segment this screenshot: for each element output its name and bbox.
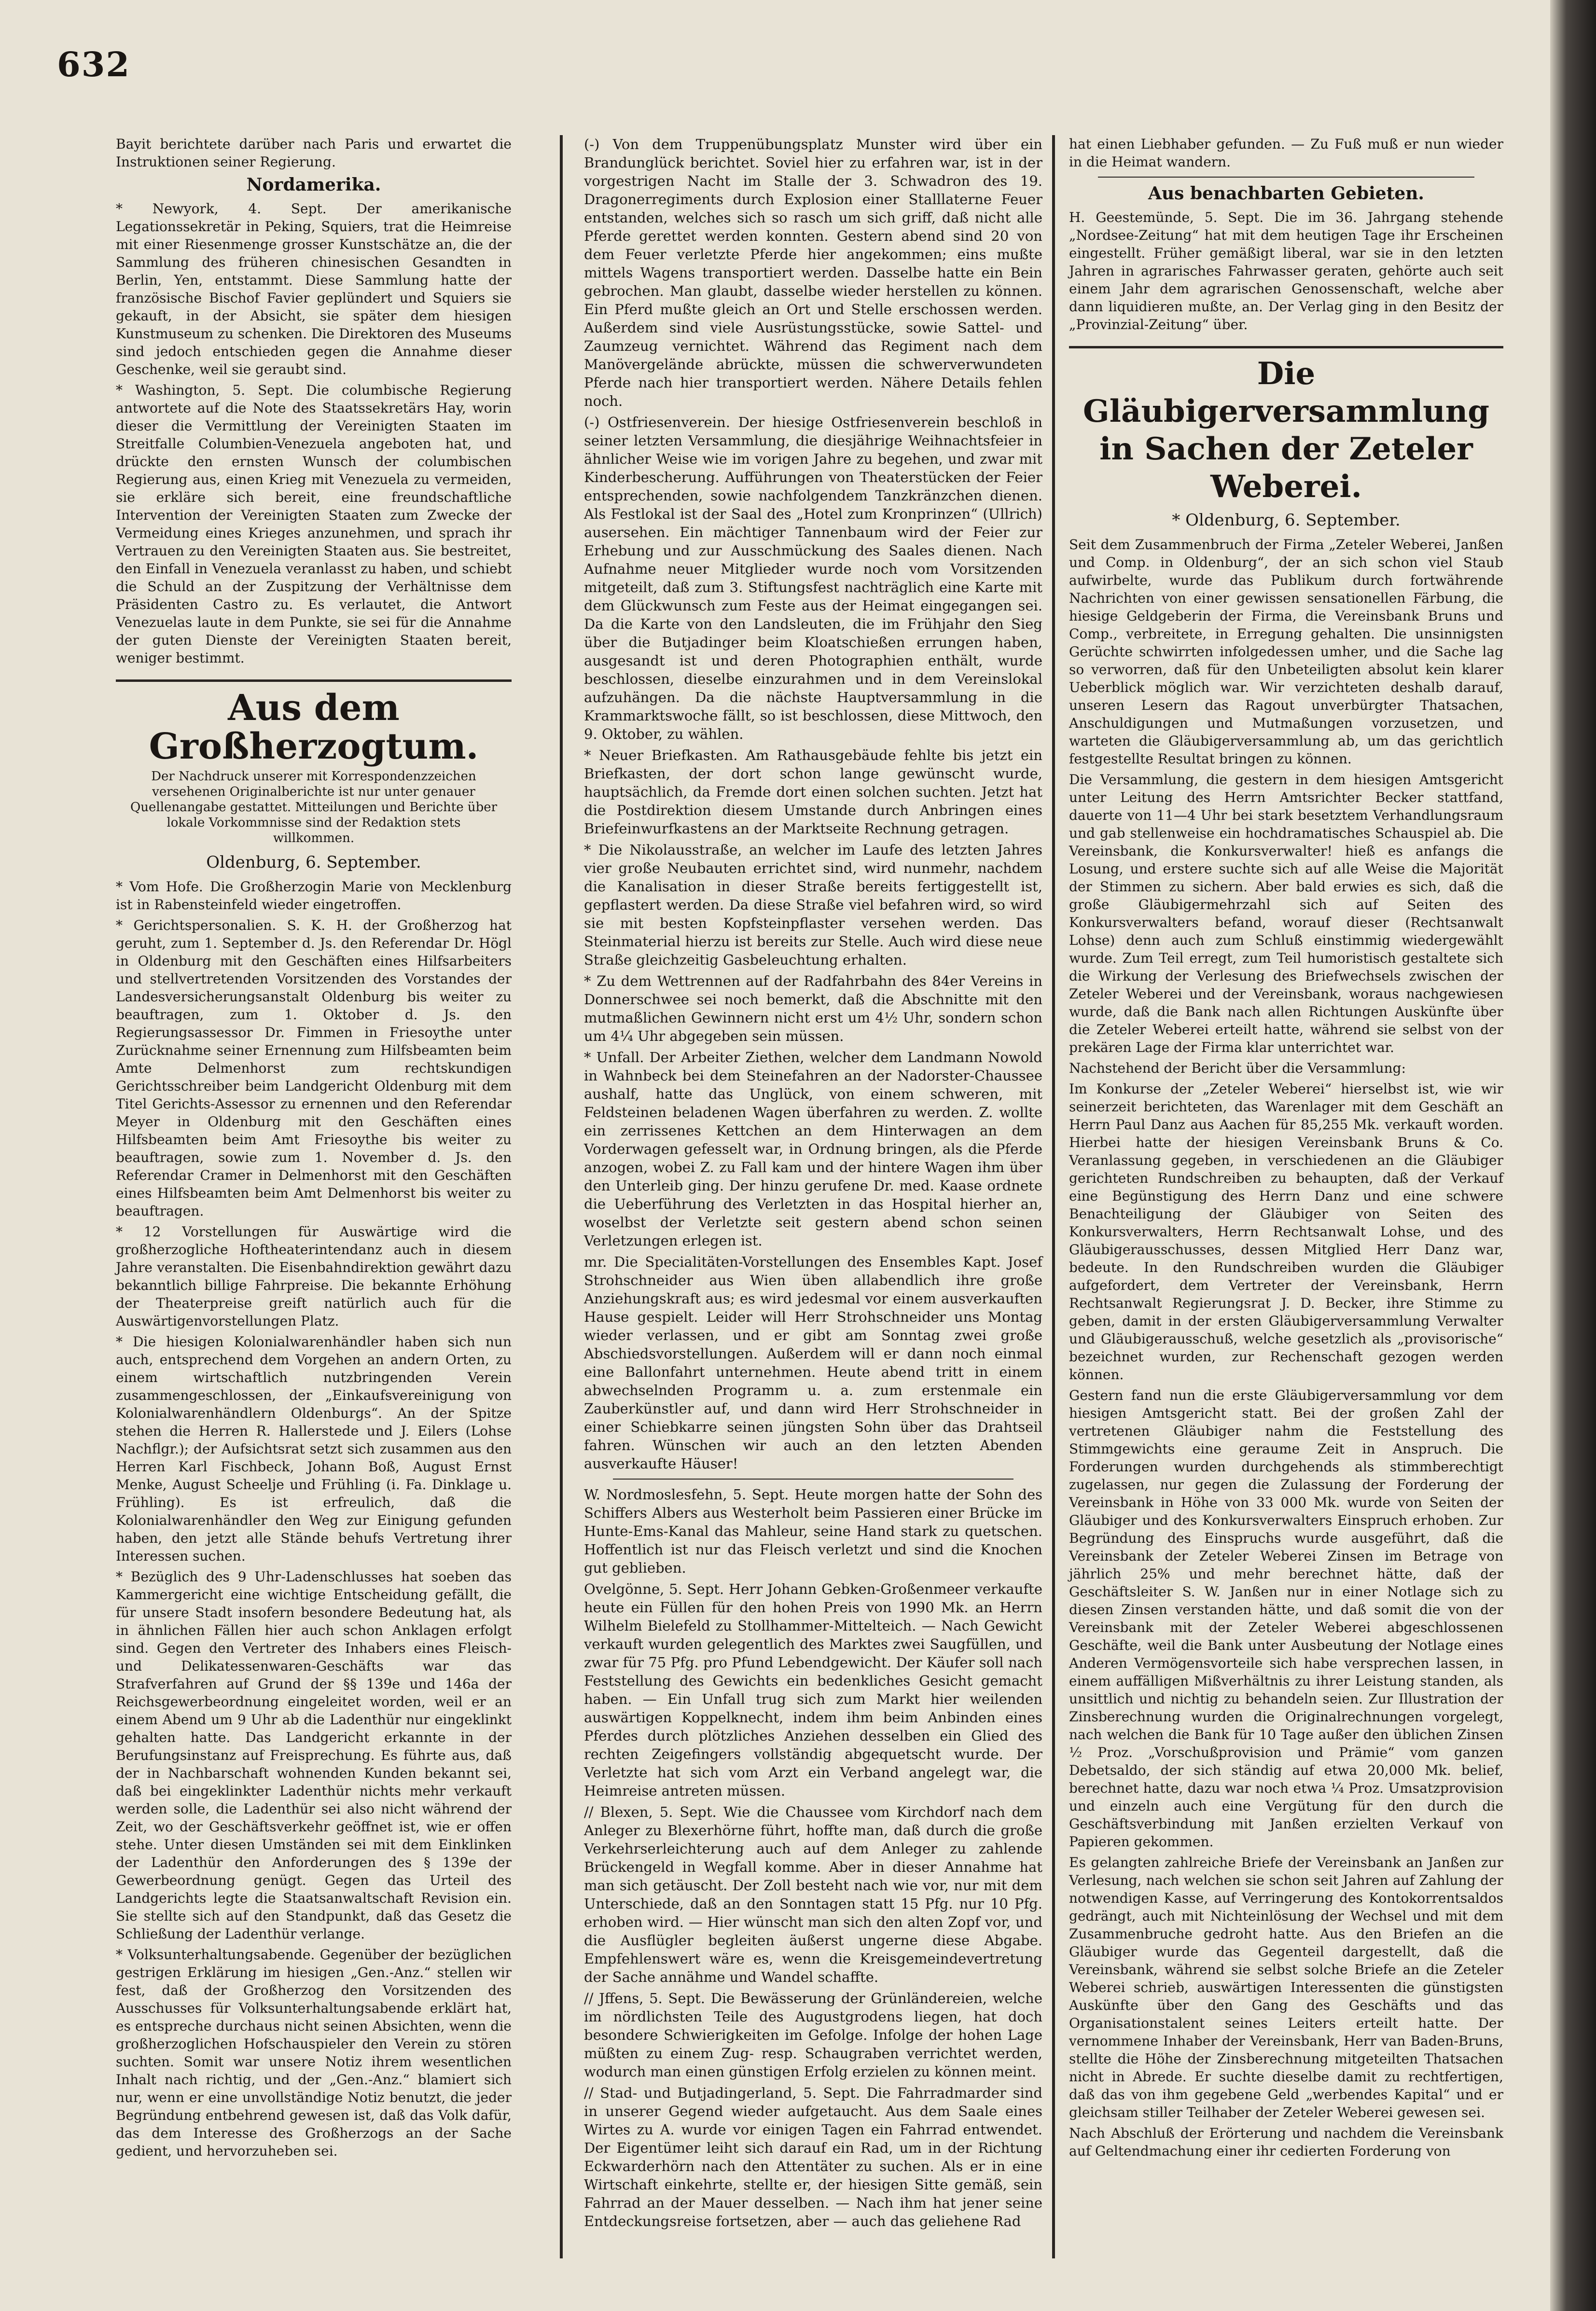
article-hofe: * Vom Hofe. Die Großherzogin Marie von Mecklenburg ist in Rabensteinfeld wieder eingetroffen. <box>116 879 512 913</box>
article-ovelgoenne: Ovelgönne, 5. Sept. Herr Johann Gebken-Großenmeer verkaufte heute ein Füllen für den hohen Preis von 1990 Mk. an Herrn Wilhelm Bielefeld zu Stollhammer-Mittelteich. — Nach Gewicht verkauft wurden gelegentlich des Marktes zwei Saugfüllen, und zwar für 75 Pfg. pro Pfund Lebendgewicht. Der Käufer soll nach Feststellung des Gewichts ein bedenkliches Gesicht gemacht haben. — Ein Unfall trug sich zum Markt hier weilenden auswärtigen Koppelknecht, indem ihm beim Anbinden eines Pferdes durch plötzliches Anziehen desselben ein Glied des rechten Zeigefingers vollständig abgequetscht wurde. Der Verletzte hat sich vom Arzt ein Verband angelegt war, die Heimreise antreten müssen. <box>584 1581 1042 1799</box>
article-paragraph: Im Konkurse der „Zeteler Weberei“ hierselbst ist, wie wir seinerzeit berichteten, das Warenlager mit dem Geschäft an Herrn Paul Danz aus Aachen für 85,255 Mk. verkauft worden. Hierbei hatte der hiesigen Vereinsbank Bruns & Co. Veranlassung gegeben, in verschiedenen an die Gläubiger gerichteten Rundschreiben zu behaupten, daß der Verkauf eine Begünstigung des Herrn Danz und eine schwere Benachteiligung der Gläubiger von Seiten des Konkursverwalters, Herrn Rechtsanwalt Lohse, und des Gläubigerausschusses, dessen Mitglied Herr Danz war, bedeute. In den Rundschreiben wurden die Gläubiger aufgefordert, dem Vertreter der Vereinsbank, Herrn Rechtsanwalt Regierungsrat J. D. Becker, ihre Stimme zu geben, damit in der ersten Gläubigerversammlung Verwalter und Gläubigerausschuß, welche gesetzlich als „provisorische“ bezeichnet wurden, zur Rechenschaft gezogen werden können. <box>1069 1081 1503 1383</box>
article-paragraph: Es gelangten zahlreiche Briefe der Vereinsbank an Janßen zur Verlesung, nach welchen sie schon seit Jahren auf Zahlung der notwendigen Kasse, auf Verringerung des Kontokorrentsaldos gedrängt, auch mit Nichteinlösung der Wechsel und mit dem Zusammenbruche gedroht hatte. Aus den Briefen an die Gläubiger wurde das Gegenteil dargestellt, daß die Vereinsbank, während sie selbst solche Briefe an die Zeteler Weberei schrieb, auswärtigen Interessenten die günstigsten Auskünfte über den Gang des Geschäfts und das Organisationstalent seines Leiters erteilt hatte. Der vernommene Inhaber der Vereinsbank, Herr van Baden-Bruns, stellte die Höhe der Zinsberechnung mitgeteilten Thatsachen nicht in Abrede. Er suchte dieselbe damit zu rechtfertigen, daß das von ihm gegebene Geld „werbendes Kapital“ und er gleichsam stiller Teilhaber der Zeteler Weberei gewesen sei. <box>1069 1854 1503 2120</box>
article-gericht: * Gerichtspersonalien. S. K. H. der Großherzog hat geruht, zum 1. September d. Js. den Referendar Dr. Högl in Oldenburg mit den Geschäften eines Hilfsarbeiters und stellvertretenden Vorsitzenden des Vorstandes der Landesversicherungsanstalt Oldenburg bis weiter zu beauftragen, zum 1. Oktober d. Js. den Regierungsassessor Dr. Fimmen in Friesoythe unter Zurücknahme seiner Ernennung zum Hilfsbeamten beim Amte Delmenhorst zum rechtskundigen Gerichtsschreiber beim Landgericht Oldenburg mit dem Titel Gerichts-Assessor zu ernennen und den Referendar Meyer in Oldenburg mit den Geschäften eines Hilfsbeamten beim Amt Friesoythe bis weiter zu beauftragen, sowie zum 1. November d. Js. den Referendar Cramer in Delmenhorst mit den Geschäften eines Hilfsbeamten beim Amt Delmenhorst bis weiter zu beauftragen. <box>116 917 512 1219</box>
article-briefkasten: * Neuer Briefkasten. Am Rathausgebäude fehlte bis jetzt ein Briefkasten, der dort schon lange gewünscht wurde, hauptsächlich, da Fremde dort einen solchen suchten. Jetzt hat die Postdirektion diesem Umstande durch Anbringen eines Briefeinwurfkastens an der Marktseite Rechnung getragen. <box>584 747 1042 837</box>
article-nikolaus: * Die Nikolausstraße, an welcher im Laufe des letzten Jahres vier große Neubauten errichtet sind, wird nunmehr, nachdem die Kanalisation in dieser Straße bereits fertiggestellt ist, gepflastert werden. Da diese Straße viel befahren wird, so wird sie mit besten Kopfsteinpflaster versehen werden. Das Steinmaterial hierzu ist bereits zur Stelle. Auch wird diese neue Straße gleichzeitig Gasbeleuchtung erhalten. <box>584 842 1042 968</box>
reprint-notice: Der Nachdruck unserer mit Korrespondenzzeichen versehenen Originalberichte ist nur unter genauer Quellenangabe gestattet. Mitteilungen und Berichte über lokale Vorkommnisse sind der Redaktion stets willkommen. <box>130 769 498 845</box>
article-stad: // Stad- und Butjadingerland, 5. Sept. Die Fahrradmarder sind in unserer Gegend wieder aufgetaucht. Aus dem Saale eines Wirtes zu A. wurde vor einigen Tagen ein Fahrrad entwendet. Der Eigentümer leiht sich darauf ein Rad, um in der Richtung Eckwarderhörn nach den Attentäter zu suchen. Als er in eine Wirtschaft einkehrte, stellte er, der hiesigen Sitte gemäß, sein Fahrrad an der Mauer desselben. — Nach ihm hat jener seine Entdeckungsreise fortsetzen, aber — auch das geliehene Rad <box>584 2085 1042 2229</box>
column-right <box>1069 135 1503 2163</box>
column-rule <box>560 135 563 2258</box>
article-paragraph: Gestern fand nun die erste Gläubigerversammlung vor dem hiesigen Amtsgericht statt. Bei der großen Zahl der vertretenen Gläubiger nahm die Feststellung des Stimmgewichts eine geraume Zeit in Anspruch. Die Forderungen wurden durchgehends als stimmberechtigt zugelassen, nur gegen die Zulassung der Forderung der Vereinsbank in Höhe von 33 000 Mk. wurde von Seiten der Gläubiger und des Konkursverwalters Einspruch erhoben. Zur Begründung des Einspruchs wurde ausgeführt, daß die Vereinsbank der Zeteler Weberei Zinsen im Betrage von jährlich 25% und mehr berechnet hätte, daß der Geschäftsleiter S. W. Janßen nur in einer Notlage sich zu diesen Zinsen verstanden hätte, und daß somit die von der Vereinsbank mit der Zeteler Weberei abgeschlossenen Geschäfte, weil die Bank unter Ausbeutung der Notlage eines Anderen Vermögensvorteile sich habe versprechen lassen, in einem auffälligen Mißverhältnis zu ihrer Leistung standen, als unsittlich und nichtig zu behandeln seien. Zur Illustration der Zinsberechnung wurden die Originalrechnungen vorgelegt, nach welchen die Bank für 10 Tage außer den üblichen Zinsen ½ Proz. „Vorschußprovision und Prämie“ vom ganzen Debetsaldo, der sich ständig auf etwa 20,000 Mk. belief, berechnet hatte, dazu war noch etwa ¼ Proz. Umsatzprovision und einzeln auch eine Vergütung für den durch die Geschäftsverbindung mit Janßen erzielten Verkauf von Papieren gekommen. <box>1069 1387 1503 1850</box>
article-wettrennen: * Zu dem Wettrennen auf der Radfahrbahn des 84er Vereins in Donnerschwee sei noch bemerkt, daß die Abschnitte mit den mutmaßlichen Gewinnern nicht erst um 4½ Uhr, sondern schon um 4¼ Uhr abgegeben sein müssen. <box>584 973 1042 1044</box>
article-volksabende: * Volksunterhaltungsabende. Gegenüber der bezüglichen gestrigen Erklärung im hiesigen „Gen.-Anz.“ stellen wir fest, daß der Großherzog den Vorsitzenden des Ausschusses für Volksunterhaltungsabende erklärt hat, es entspreche durchaus nicht seinen Absichten, wenn die großherzoglichen Hofschauspieler den Verein zu stören suchten. Somit war unsere Notiz ihrem wesentlichen Inhalt nach richtig, und der „Gen.-Anz.“ blamiert sich nur, wenn er eine unvollständige Notiz benutzt, die jeder Begründung entbehrend gewesen ist, daß das Volk dafür, das dem Interesse des Großherzogs an der Sache gedient, und hervorzuheben sei. <box>116 1947 512 2159</box>
article-blexen: // Blexen, 5. Sept. Wie die Chaussee vom Kirchdorf nach dem Anleger zu Blexerhörne führt, hoffte man, daß durch die große Verkehrserleichterung auch auf dem Anleger zu zahlende Brückengeld in Wegfall komme. Aber in dieser Annahme hat man sich getäuscht. Der Zoll besteht nach wie vor, nur mit dem Unterschiede, daß an den Sonntagen statt 15 Pfg. nur 10 Pfg. erhoben wird. — Hier wünscht man sich den alten Zopf vor, und die Ausflügler begleiten äußerst ungerne diese Abgabe. Empfehlenswert wäre es, wenn die Kreisgemeindevertretung der Sache annähme und Wandel schaffte. <box>584 1804 1042 1985</box>
dateline: * Oldenburg, 6. September. <box>1172 511 1401 530</box>
article-ladenschluss: * Bezüglich des 9 Uhr-Ladenschlusses hat soeben das Kammergericht eine wichtige Entscheidung gefällt, die für unsere Stadt insofern besondere Bedeutung hat, als in ähnlichen Fällen hier auch schon Anklagen erfolgt sind. Gegen den Vertreter des Inhabers eines Fleisch- und Delikatessenwaren-Geschäfts war das Strafverfahren auf Grund der §§ 139e und 146a der Reichsgewerbeordnung eingeleitet worden, weil er an einem Abend um 9 Uhr ab die Ladenthür nur eingeklinkt gehalten hatte. Das Landgericht erkannte in der Berufungsinstanz auf Freisprechung. Es führte aus, daß der in Nachbarschaft wohnenden Kunden bekannt sei, daß bei eingeklinkter Ladenthür nichts mehr verkauft werden solle, die Ladenthür sei also nicht während der Zeit, wo der Geschäftsverkehr geöffnet ist, wie er offen stehe. Unter diesen Umständen sei mit dem Einklinken der Ladenthür den Anforderungen des § 139e der Gewerbeordnung genügt. Gegen das Urteil des Landgerichts legte die Staatsanwaltschaft Revision ein. Sie stellte sich auf den Standpunkt, daß das Gesetz die Schließung der Ladenthür verlange. <box>116 1569 512 1942</box>
dateline: Oldenburg, 6. September. <box>206 853 421 872</box>
article-geestemuende: H. Geestemünde, 5. Sept. Die im 36. Jahrgang stehende „Nordsee-Zeitung“ hat mit dem heutigen Tage ihr Erscheinen eingestellt. Früher gemäßigt liberal, war sie in den letzten Jahren in agrarisches Fahrwasser geraten, gehörte auch seit einem Jahr dem agrarischen Genossenschaft, welche aber dann liquidieren mußte, an. Der Verlag ging in den Besitz der „Provinzial-Zeitung“ über. <box>1069 209 1503 332</box>
article-newyork: * Newyork, 4. Sept. Der amerikanische Legationssekretär in Peking, Squiers, trat die Heimreise mit einer Riesenmenge grosser Kunstschätze an, die der Sammlung des früheren chinesischen Gesandten in Berlin, Yen, entstammt. Diese Sammlung hatte der französische Bischof Favier geplündert und Squiers sie gekauft, in der Absicht, sie später dem hiesigen Kunstmuseum zu schenken. Die Direktoren des Museums sind jedoch entschieden gegen die Annahme dieser Geschenke, weil sie geraubt sind. <box>116 201 512 377</box>
article-specialitaeten: mr. Die Specialitäten-Vorstellungen des Ensembles Kapt. Josef Strohschneider aus Wien üben allabendlich ihre große Anziehungskraft aus; es wird jedesmal vor einem ausverkauften Hause gespielt. Leider will Herr Strohschneider uns Montag wieder verlassen, und er gibt am Sonntag zwei große Abschiedsvorstellungen. Außerdem will er dann noch einmal eine Ballonfahrt unternehmen. Heute abend tritt in einem abwechselnden Programm u. a. zum erstenmale ein Zauberkünstler auf, und dann wird Herr Strohschneider in einer Schiebkarre seinen jüngsten Sohn über das Drahtseil fahren. Wünschen wir auch an den letzten Abenden ausverkaufte Häuser! <box>584 1254 1042 1472</box>
article-washington: * Washington, 5. Sept. Die columbische Regierung antwortete auf die Note des Staatssekretärs Hay, worin dieser die Vermittlung der Vereinigten Staaten im Streitfalle Columbien-Venezuela angeboten hat, und drückte den ernsten Wunsch der columbischen Regierung aus, einen Krieg mit Venezuela zu vermeiden, sie erkläre sich bereit, eine freundschaftliche Intervention der Vereinigten Staaten zum Zwecke der Vermeidung eines Krieges anzunehmen, und sprach ihr Vertrauen zu den Vereinigten Staaten aus. Sie bestreitet, den Einfall in Venezuela veranlasst zu haben, und schiebt die Schuld an der Zuspitzung der Verhältnisse dem Präsidenten Castro zu. Es verlautet, die Antwort Venezuelas laute in dem Punkte, sie sei für die Annahme der guten Dienste der Vereinigten Staaten bereit, weniger bestimmt. <box>116 382 512 666</box>
article-vorstellungen: * 12 Vorstellungen für Auswärtige wird die großherzogliche Hoftheaterintendanz auch in diesem Jahre veranstalten. Die Eisenbahndirektion gewährt dazu bekanntlich billige Fahrpreise. Die bekannte Erhöhung der Theaterpreise greift natürlich auch für die Auswärtigenvorstellungen Platz. <box>116 1224 512 1329</box>
article-text: Bayit berichtete darüber nach Paris und erwartet die Instruktionen seiner Regierung. <box>116 136 512 170</box>
article-truppen: (-) Von dem Truppenübungsplatz Munster wird über ein Brandunglück berichtet. Soviel hier zu erfahren war, ist in der vorgestrigen Nacht im Stalle der 3. Schwadron des 19. Dragonerregiments durch Explosion einer Stalllaterne Feuer entstanden, welches sich so rasch um sich griff, daß nicht alle Pferde gerettet werden konnten. Gestern abend sind 20 von dem Feuer verletzte Pferde hier angekommen; eins mußte mittels Wagens transportiert werden. Dasselbe hatte ein Bein gebrochen. Man glaubt, dasselbe wieder herstellen zu können. Ein Pferd mußte gleich an Ort und Stelle erschossen werden. Außerdem sind viele Ausrüstungsstücke, sowie Sattel- und Zaumzeug vernichtet. Während das Regiment nach dem Manövergelände abrückte, müssen die schwerverwundeten Pferde nach hier transportiert werden. Nähere Details fehlen noch. <box>584 136 1042 409</box>
article-kolonial: * Die hiesigen Kolonialwarenhändler haben sich nun auch, entsprechend dem Vorgehen an andern Orten, zu einem wirtschaftlich nutzbringenden Verein zusammengeschlossen, der „Einkaufsvereinigung von Kolonialwarenhändlern Oldenburgs“. An der Spitze stehen die Herren R. Hallerstede und J. Eilers (Lohse Nachflgr.); der Aufsichtsrat setzt sich zusammen aus den Herren Karl Fischbeck, Johann Boß, August Ernst Menke, August Scheelje und Frühling (i. Fa. Dinklage u. Frühling). Es ist erfreulich, daß die Kolonialwarenhändler den Weg zur Einigung gefunden haben, den jetzt alle Stände behufs Vertretung ihrer Interessen suchen. <box>116 1334 512 1564</box>
article-paragraph: Nach Abschluß der Erörterung und nachdem die Vereinsbank auf Geltendmachung einer ihr cedierten Forderung von <box>1069 2125 1503 2159</box>
column-left <box>116 135 512 2163</box>
section-title: Aus dem Großherzogtum. <box>149 687 479 767</box>
article-paragraph: Die Versammlung, die gestern in dem hiesigen Amtsgericht unter Leitung des Herrn Amtsrichter Becker stattfand, dauerte von 11—4 Uhr bei stark besetztem Verhandlungsraum und gab stellenweise ein hochdramatisches Schauspiel ab. Die Vereinsbank, die Konkursverwalter! hieß es anfangs die Losung, und erstere suchte sich auf alle Weise die Majorität der Stimmen zu sichern. Aber bald erwies es sich, daß die große Gläubigermehrzahl sich auf Seiten des Konkursverwalters befand, worauf dieser (Rechtsanwalt Lohse) denn auch zum Schluß einstimmig wiedergewählt wurde. Zum Teil erregt, zum Teil humoristisch gestaltete sich die Wirkung der Verlesung des Briefwechsels zwischen der Zeteler Weberei und der Vereinsbank, woraus nachgewiesen wurde, daß die Bank nach allen Richtungen Auskünfte über die Zeteler Weberei erteilt hatte, während sie selbst von der prekären Lage der Firma klar unterrichtet war. <box>1069 772 1503 1055</box>
section-heading: Nordamerika. <box>246 175 381 195</box>
divider <box>613 1479 1013 1480</box>
article-paragraph: Nachstehend der Bericht über die Versammlung: <box>1069 1060 1406 1076</box>
divider <box>116 679 512 682</box>
article-jffens: // Jffens, 5. Sept. Die Bewässerung der Grünländereien, welche im nördlichsten Teile des Augustgrodens liegen, hat doch besondere Schwierigkeiten im Gefolge. Infolge der hohen Lage müßten zu einem Zug- resp. Schaugraben verrichtet werden, wodurch man einen günstigen Erfolg erzielen zu können meint. <box>584 1990 1042 2080</box>
article-ostfriesen: (-) Ostfriesenverein. Der hiesige Ostfriesenverein beschloß in seiner letzten Versammlung, die diesjährige Weihnachtsfeier in ähnlicher Weise wie im vorigen Jahre zu begehen, und zwar mit Kinderbescherung. Aufführungen von Theaterstücken der Feier entsprechenden, sowie nachfolgendem Tanzkränzchen dienen. Als Festlokal ist der Saal des „Hotel zum Kronprinzen“ (Ullrich) ausersehen. Ein mächtiger Tannenbaum wird der Feier zur Erhebung und zur Ausschmückung des Saales dienen. Nach Aufnahme neuer Mitglieder wurde noch vom Vorsitzenden mitgeteilt, daß zum 3. Stiftungsfest nachträglich eine Karte mit dem Glückwunsch zum Feste aus der Heimat eingegangen sei. Da die Karte von den Landsleuten, die im Frühjahr den Sieg über die Butjadinger beim Kloatschießen errungen haben, ausgesandt ist und deren Photographien enthält, wurde beschlossen, dieselbe einzurahmen und in dem Vereinslokal aufzuhängen. Da die nächste Hauptversammlung in die Krammarktswoche fällt, so ist beschlossen, diese Mittwoch, den 9. Oktober, zu wählen. <box>584 414 1042 742</box>
page-number: 632 <box>57 44 131 84</box>
article-nordmoslesfehn: W. Nordmoslesfehn, 5. Sept. Heute morgen hatte der Sohn des Schiffers Albers aus Westerholt beim Passieren einer Brücke im Hunte-Ems-Kanal das Mahleur, seine Hand stark zu quetschen. Hoffentlich ist nur das Fleisch verletzt und sind die Knochen gut geblieben. <box>584 1486 1042 1576</box>
scan-binding-edge <box>1550 0 1596 2311</box>
section-heading: Aus benachbarten Gebieten. <box>1148 183 1424 204</box>
article-title: Die Gläubigerversammlung in Sachen der Zeteler Weberei. <box>1083 356 1489 505</box>
article-continuation: hat einen Liebhaber gefunden. — Zu Fuß muß er nun wieder in die Heimat wandern. <box>1069 136 1503 170</box>
column-middle <box>584 135 1042 2233</box>
article-unfall: * Unfall. Der Arbeiter Ziethen, welcher dem Landmann Nowold in Wahnbeck bei dem Steinefahren an der Nadorster-Chaussee aushalf, hatte das Unglück, von einem schweren, mit Feldsteinen beladenen Wagen überfahren zu werden. Z. wollte ein zerrissenes Kettchen an dem Hinterwagen an dem Vorderwagen gefesselt war, in Ordnung bringen, als die Pferde anzogen, wobei Z. zu Fall kam und der hintere Wagen ihm über den Unterleib ging. Der hinzu gerufene Dr. med. Kaase ordnete die Ueberführung des Verletzten in das Hospital hierher an, woselbst der Verletzte seit gestern abend schon seinen Verletzungen erlegen ist. <box>584 1049 1042 1249</box>
divider <box>1069 346 1503 348</box>
article-paragraph: Seit dem Zusammenbruch der Firma „Zeteler Weberei, Janßen und Comp. in Oldenburg“, der an sich schon viel Staub aufwirbelte, wurde das Publikum durch fortwährende Nachrichten von einer gewissen sensationellen Färbung, die hiesige Geldgeberin der Firma, die Vereinsbank Bruns und Comp., verbreitete, in Erregung gehalten. Die unsinnigsten Gerüchte schwirrten infolgedessen umher, und die Sache lag so verworren, daß für den Unbeteiligten absolut kein klarer Ueberblick möglich war. Wir verzichteten deshalb darauf, unseren Lesern das Ragout unverbürgter Thatsachen, Anschuldigungen und Mutmaßungen vorzusetzen, und warteten die Gläubigerversammlung ab, um das gerichtlich festgestellte Resultat bringen zu können. <box>1069 537 1503 767</box>
divider <box>1098 177 1474 178</box>
column-rule <box>1052 135 1055 2258</box>
